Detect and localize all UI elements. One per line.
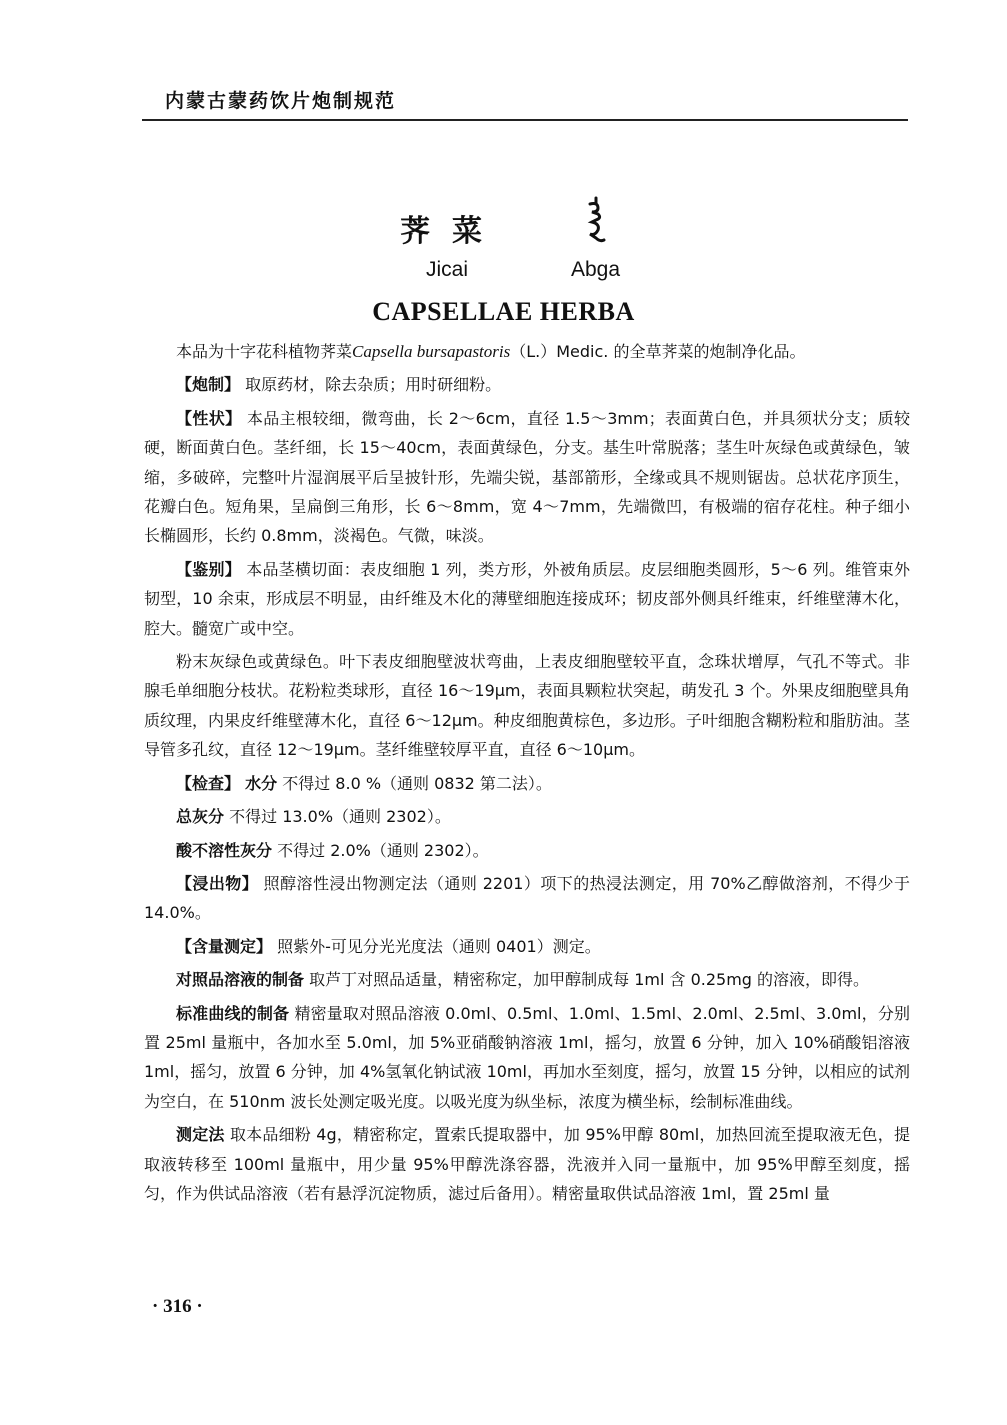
powder-paragraph: 粉末灰绿色或黄绿色。叶下表皮细胞壁波状弯曲，上表皮细胞壁较平直，念珠状增厚，气孔不等式。非腺毛单细胞分枝状。花粉粒类球形，直径 16～19μm，表面具颗粒状突起，萌发孔 3 个。外果皮细胞壁具角质纹理，内果皮纤维壁薄木化，直径 6～12μm。种皮细胞黄棕色，多边形。子叶细胞含糊粉粒和脂肪油。茎导管多孔纹，直径 12～19μm。茎纤维壁较厚平直，直径 6～10μm。 [144,652,910,760]
reference-label: 对照品溶液的制备 [176,970,305,990]
assay-paragraph [144,932,910,961]
ash-label: 总灰分 [176,807,225,827]
extract-label: 【浸出物】 [176,873,259,893]
title-chinese: 荠菜 [400,214,504,249]
curve-text: 精密量取对照品溶液 0.0ml、0.5ml、1.0ml、1.5ml、2.0ml、2.5ml、3.0ml，分别置 25ml 量瓶中，各加水至 5.0ml，加 5%亚硝酸钠溶液 1ml，摇匀，放置 6 分钟，加入 10%硝酸铝溶液 1ml，摇匀，放置 6 分钟，加 4%氢氧化钠试液 10ml，再加水至刻度，摇匀，放置 15 分钟，以相应的试剂为空白，在 510nm 波长处测定吸光度。以吸光度为纵坐标，浓度为横坐标，绘制标准曲线。 [144,1003,910,1111]
curve-label: 标准曲线的制备 [176,1003,290,1023]
reference-paragraph [144,965,910,994]
identification-label: 【鉴别】 [176,559,241,579]
characters-paragraph [144,404,910,551]
title-latin: CAPSELLAE HERBA [372,297,635,326]
acid-ash-paragraph [144,836,910,865]
title-pinyin: Jicai [426,258,469,281]
identification-paragraph [144,555,910,643]
acid-ash-label: 酸不溶性灰分 [176,840,273,860]
method-label: 测定法 [176,1125,225,1145]
acid-ash-text: 不得过 2.0%（通则 2302）。 [277,840,489,860]
assay-text: 照紫外-可见分光光度法（通则 0401）测定。 [277,936,601,956]
water-text: 不得过 8.0 %（通则 0832 第二法）。 [282,773,552,793]
assay-label: 【含量测定】 [176,936,273,956]
title-mongolian-romanized: Abga [571,258,621,281]
monograph-body [144,337,910,1212]
page-number: · 316 · [152,1296,203,1317]
method-paragraph [144,1120,910,1208]
method-text: 取本品细粉 4g，精密称定，置索氏提取器中，加 95%甲醇 80ml，加热回流至提取液无色，提取液转移至 100ml 量瓶中，用少量 95%甲醇洗涤容器，洗液并入同一量瓶中，加 95%甲醇至刻度，摇匀，作为供试品溶液（若有悬浮沉淀物质，滤过后备用）。精密量取供试品溶液 1ml，置 25ml 量 [144,1125,910,1203]
reference-text: 取芦丁对照品适量，精密称定，加甲醇制成每 1ml 含 0.25mg 的溶液，即得。 [309,970,870,990]
water-paragraph [144,769,910,798]
inspection-label: 【检查】 [176,773,241,793]
mongolian-script-title [582,196,606,244]
intro-authority: （L.）Medic. 的全草荠菜的炮制净化品。 [510,342,806,361]
intro-text: 本品为十字花科植物荠菜 [176,342,353,361]
water-label: 水分 [245,773,278,793]
characters-label: 【性状】 [176,408,242,428]
ash-text: 不得过 13.0%（通则 2302）。 [229,807,451,827]
processing-label: 【炮制】 [176,375,241,395]
running-header: 内蒙古蒙药饮片炮制规范 [165,90,397,112]
species-name: Capsella bursapastoris [352,342,511,361]
characters-text: 本品主根较细，微弯曲，长 2～6cm，直径 1.5～3mm；表面黄白色，并具须状分支；质较硬，断面黄白色。茎纤细，长 15～40cm，表面黄绿色，分支。基生叶常脱落；茎生叶灰绿色或黄绿色，皱缩，多破碎，完整叶片湿润展平后呈披针形，先端尖锐，基部箭形，全缘或具不规则锯齿。总状花序顶生，花瓣白色。短角果，呈扁倒三角形，长 6～8mm，宽 4～7mm，先端微凹，有极端的宿存花柱。种子细小长椭圆形，长约 0.8mm，淡褐色。气微，味淡。 [144,408,910,546]
ash-paragraph [144,802,910,831]
processing-text: 取原药材，除去杂质；用时研细粉。 [245,375,502,395]
header-rule [142,119,908,121]
processing-paragraph [144,370,910,399]
extract-paragraph [144,869,910,928]
curve-paragraph [144,999,910,1117]
intro-paragraph [144,337,910,366]
identification-text: 本品茎横切面：表皮细胞 1 列，类方形，外被角质层。皮层细胞类圆形，5～6 列。维管束外韧型，10 余束，形成层不明显，由纤维及木化的薄壁细胞连接成环；韧皮部外侧具纤维束，纤维壁薄木化，腔大。髓宽广或中空。 [144,559,910,638]
extract-text: 照醇溶性浸出物测定法（通则 2201）项下的热浸法测定，用 70%乙醇做溶剂，不得少于 14.0%。 [144,873,910,923]
